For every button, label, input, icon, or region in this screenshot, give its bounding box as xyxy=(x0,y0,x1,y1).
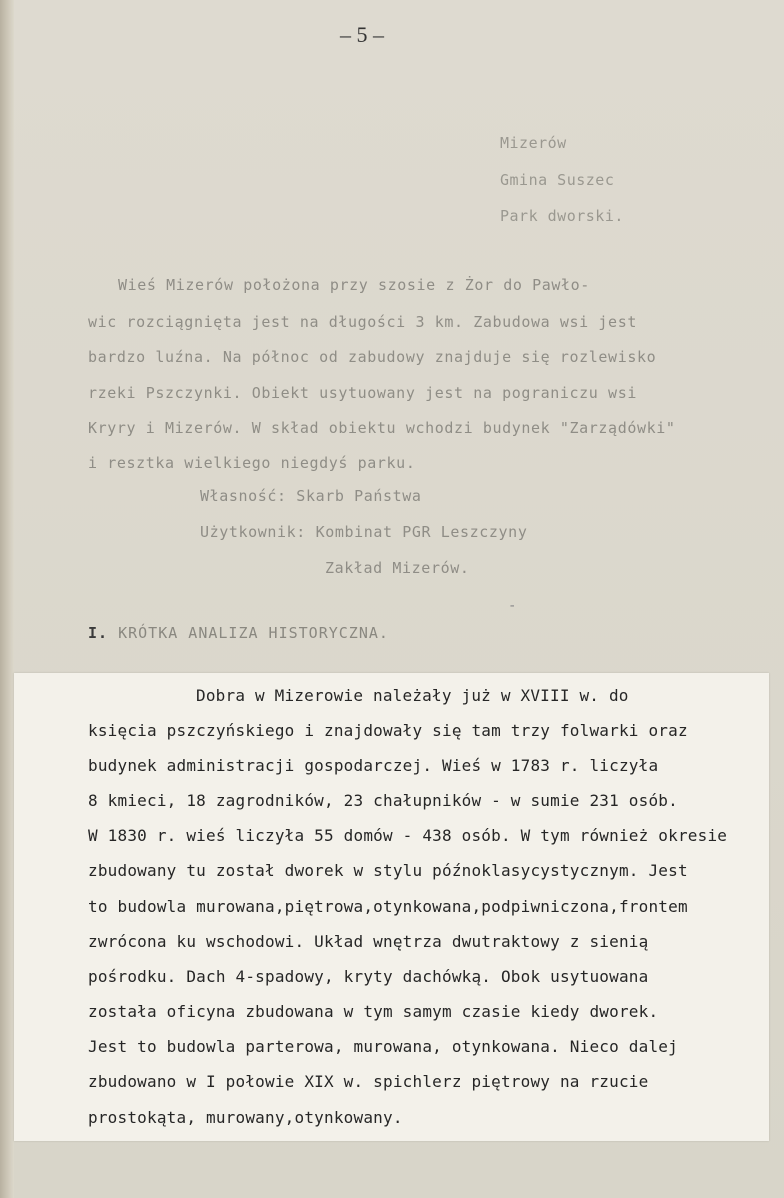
body-line-13: prostokąta, murowany,otynkowany. xyxy=(88,1108,403,1127)
body-line-10: została oficyna zbudowana w tym samym czasie kiedy dworek. xyxy=(88,1002,659,1021)
body-line-7: to budowla murowana,piętrowa,otynkowana,podpiwniczona,frontem xyxy=(88,897,688,916)
user-line-2: Zakład Mizerów. xyxy=(325,559,470,577)
binding-edge xyxy=(0,0,14,1198)
section-title: KRÓTKA ANALIZA HISTORYCZNA. xyxy=(118,624,389,642)
intro-line-6: i resztka wielkiego niegdyś parku. xyxy=(88,454,416,472)
page-number: – 5 – xyxy=(340,22,384,47)
dash-mark: - xyxy=(508,598,517,614)
intro-line-4: rzeki Pszczynki. Obiekt usytuowany jest na pograniczu wsi xyxy=(88,384,637,402)
intro-line-5: Kryry i Mizerów. W skład obiektu wchodzi budynek "Zarządówki" xyxy=(88,419,676,437)
intro-line-1: Wieś Mizerów położona przy szosie z Żor do Pawło- xyxy=(118,276,590,294)
body-line-4: 8 kmieci, 18 zagrodników, 23 chałupników - w sumie 231 osób. xyxy=(88,791,678,810)
body-line-11: Jest to budowla parterowa, murowana, otynkowana. Nieco dalej xyxy=(88,1037,678,1056)
body-line-12: zbudowano w I połowie XIX w. spichlerz piętrowy na rzucie xyxy=(88,1072,649,1091)
intro-line-3: bardzo luźna. Na północ od zabudowy znajduje się rozlewisko xyxy=(88,348,657,366)
owner-line: Własność: Skarb Państwa xyxy=(200,487,422,505)
intro-line-2: wic rozciągnięta jest na długości 3 km. Zabudowa wsi jest xyxy=(88,313,637,331)
section-number: I. xyxy=(88,624,109,642)
body-line-2: księcia pszczyńskiego i znajdowały się tam trzy folwarki oraz xyxy=(88,721,688,740)
address-village: Mizerów xyxy=(500,134,567,152)
body-line-1: Dobra w Mizerowie należały już w XVIII w. do xyxy=(196,686,629,705)
user-line-1: Użytkownik: Kombinat PGR Leszczyny xyxy=(200,523,528,541)
body-line-6: zbudowany tu został dworek w stylu późnoklasycystycznym. Jest xyxy=(88,861,688,880)
body-line-3: budynek administracji gospodarczej. Wieś w 1783 r. liczyła xyxy=(88,756,659,775)
address-commune: Gmina Suszec xyxy=(500,171,615,189)
body-line-5: W 1830 r. wieś liczyła 55 domów - 438 osób. W tym również okresie xyxy=(88,826,728,845)
body-line-9: pośrodku. Dach 4-spadowy, kryty dachówką. Obok usytuowana xyxy=(88,967,649,986)
section-heading xyxy=(88,624,389,642)
address-object: Park dworski. xyxy=(500,207,624,225)
body-line-8: zwrócona ku wschodowi. Układ wnętrza dwutraktowy z sienią xyxy=(88,932,649,951)
